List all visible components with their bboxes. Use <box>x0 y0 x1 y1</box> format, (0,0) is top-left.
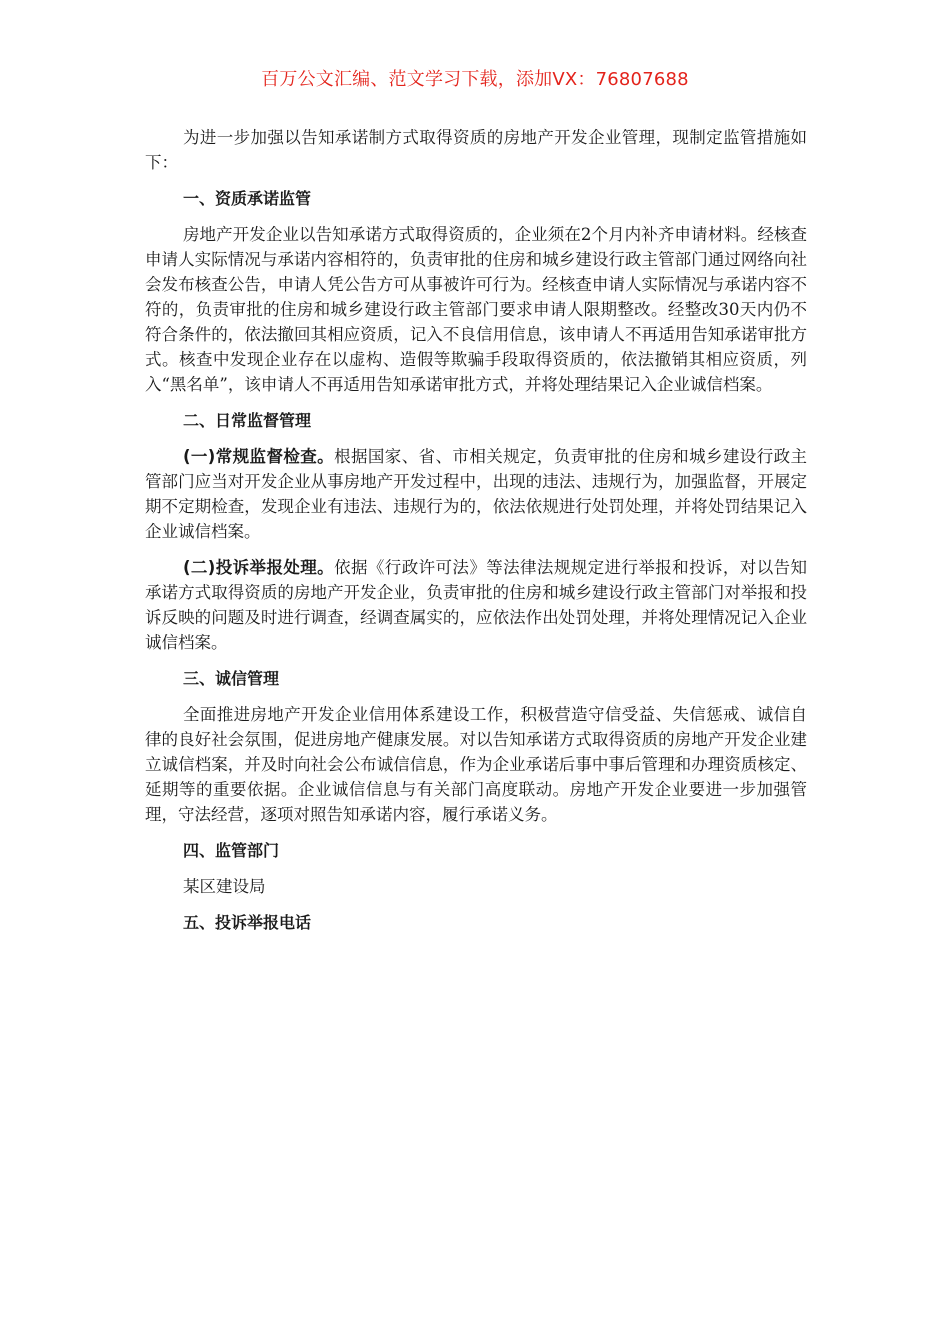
section-heading-3: 三、诚信管理 <box>183 669 280 688</box>
section-3-paragraph: 全面推进房地产开发企业信用体系建设工作，积极营造守信受益、失信惩戒、诚信自律的良好社会氛围，促进房地产健康发展。对以告知承诺方式取得资质的房地产开发企业建立诚信档案，并及时向社会公布诚信信息，作为企业承诺后事中事后管理和办理资质核定、延期等的重要依据。企业诚信信息与有关部门高度联动。房地产开发企业要进一步加强管理，守法经营，逐项对照告知承诺内容，履行承诺义务。 <box>145 705 807 824</box>
section-heading-5: 五、投诉举报电话 <box>183 913 312 932</box>
item-1-body: 根据国家、省、市相关规定，负责审批的住房和城乡建设行政主管部门应当对开发企业从事房地产开发过程中，出现的违法、违规行为，加强监督，开展定期不定期检查，发现企业有违法、违规行为的，依法依规进行处罚处理，并将处罚结果记入企业诚信档案。 <box>145 447 808 541</box>
document-body <box>145 125 807 946</box>
section-4-paragraph: 某区建设局 <box>183 877 266 896</box>
section-1-paragraph: 房地产开发企业以告知承诺方式取得资质的，企业须在2个月内补齐申请材料。经核查申请人实际情况与承诺内容相符的，负责审批的住房和城乡建设行政主管部门通过网络向社会发布核查公告，申请人凭公告方可从事被许可行为。经核查申请人实际情况与承诺内容不符的，负责审批的住房和城乡建设行政主管部门要求申请人限期整改。经整改30天内仍不符合条件的，依法撤回其相应资质，记入不良信用信息，该申请人不再适用告知承诺审批方式。核查中发现企业存在以虚构、造假等欺骗手段取得资质的，依法撤销其相应资质，列入“黑名单”，该申请人不再适用告知承诺审批方式，并将处理结果记入企业诚信档案。 <box>145 225 807 394</box>
section-2-item-2 <box>145 555 807 655</box>
intro-paragraph: 为进一步加强以告知承诺制方式取得资质的房地产开发企业管理，现制定监管措施如下： <box>145 128 807 172</box>
item-2-body: 依据《行政许可法》等法律法规规定进行举报和投诉，对以告知承诺方式取得资质的房地产开发企业，负责审批的住房和城乡建设行政主管部门对举报和投诉反映的问题及时进行调查，经调查属实的，应依法作出处罚处理，并将处理情况记入企业诚信档案。 <box>145 558 808 652</box>
section-heading-4: 四、监管部门 <box>183 841 280 860</box>
watermark-header: 百万公文汇编、范文学习下载，添加VX：76807688 <box>261 69 689 90</box>
item-2-lead: (二)投诉举报处理。 <box>182 558 335 577</box>
section-heading-1: 一、资质承诺监管 <box>183 189 312 208</box>
section-2-item-1 <box>145 444 807 544</box>
item-1-lead: (一)常规监督检查。 <box>182 447 335 466</box>
section-heading-2: 二、日常监督管理 <box>183 411 312 430</box>
